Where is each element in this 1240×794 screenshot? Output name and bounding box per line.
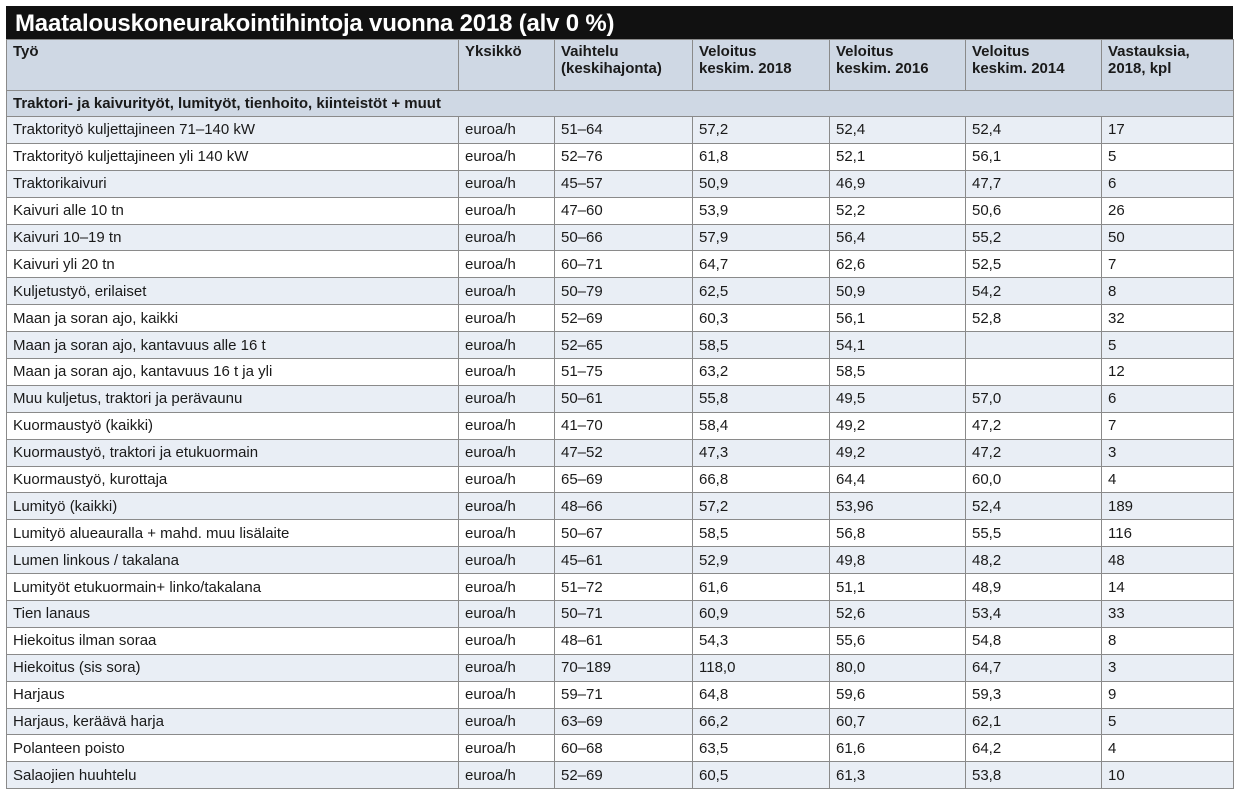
- cell-price-2018: 58,5: [693, 520, 830, 547]
- table-row: [7, 385, 1234, 412]
- table-row: [7, 601, 1234, 628]
- cell-price-2014: 52,5: [966, 251, 1102, 278]
- cell-unit: euroa/h: [459, 170, 555, 197]
- header-price-2014-line1: Veloitus: [972, 43, 1030, 60]
- cell-responses: 4: [1102, 466, 1234, 493]
- table-row: [7, 520, 1234, 547]
- cell-unit: euroa/h: [459, 332, 555, 359]
- cell-responses: 5: [1102, 143, 1234, 170]
- cell-unit: euroa/h: [459, 439, 555, 466]
- cell-responses: 5: [1102, 708, 1234, 735]
- cell-price-2018: 64,8: [693, 681, 830, 708]
- cell-price-2018: 60,5: [693, 762, 830, 789]
- cell-price-2018: 60,3: [693, 305, 830, 332]
- cell-price-2016: 46,9: [830, 170, 966, 197]
- cell-price-2014: 47,7: [966, 170, 1102, 197]
- cell-work: Traktorityö kuljettajineen yli 140 kW: [7, 143, 459, 170]
- cell-price-2016: 62,6: [830, 251, 966, 278]
- cell-price-2018: 50,9: [693, 170, 830, 197]
- cell-price-2016: 80,0: [830, 654, 966, 681]
- cell-price-2014: 48,2: [966, 547, 1102, 574]
- cell-price-2018: 62,5: [693, 278, 830, 305]
- cell-responses: 10: [1102, 762, 1234, 789]
- cell-responses: 9: [1102, 681, 1234, 708]
- cell-unit: euroa/h: [459, 224, 555, 251]
- table-row: [7, 627, 1234, 654]
- cell-work: Polanteen poisto: [7, 735, 459, 762]
- cell-responses: 32: [1102, 305, 1234, 332]
- cell-price-2016: 49,5: [830, 385, 966, 412]
- header-unit-label: Yksikkö: [465, 43, 522, 60]
- cell-price-2016: 52,2: [830, 197, 966, 224]
- cell-price-2016: 50,9: [830, 278, 966, 305]
- table-title: Maatalouskoneurakointihintoja vuonna 2018 (alv 0 %): [6, 6, 1233, 39]
- cell-work: Salaojien huuhtelu: [7, 762, 459, 789]
- cell-work: Hiekoitus (sis sora): [7, 654, 459, 681]
- cell-responses: 17: [1102, 117, 1234, 144]
- header-price-2018: [693, 40, 830, 91]
- cell-work: Traktorikaivuri: [7, 170, 459, 197]
- table-row: [7, 251, 1234, 278]
- cell-price-2014: 47,2: [966, 412, 1102, 439]
- cell-price-2016: 61,6: [830, 735, 966, 762]
- header-unit: [459, 40, 555, 91]
- cell-work: Lumityö alueauralla + mahd. muu lisälaite: [7, 520, 459, 547]
- cell-unit: euroa/h: [459, 305, 555, 332]
- cell-unit: euroa/h: [459, 493, 555, 520]
- cell-price-2016: 49,2: [830, 412, 966, 439]
- cell-work: Lumityöt etukuormain+ linko/takalana: [7, 574, 459, 601]
- cell-price-2016: 52,1: [830, 143, 966, 170]
- cell-unit: euroa/h: [459, 735, 555, 762]
- cell-work: Harjaus, keräävä harja: [7, 708, 459, 735]
- cell-range: 41–70: [555, 412, 693, 439]
- header-price-2016: [830, 40, 966, 91]
- cell-price-2014: 56,1: [966, 143, 1102, 170]
- header-price-2014-line2: keskim. 2014: [972, 60, 1065, 77]
- cell-price-2014: 54,8: [966, 627, 1102, 654]
- cell-price-2018: 61,8: [693, 143, 830, 170]
- table-row: [7, 224, 1234, 251]
- cell-work: Lumen linkous / takalana: [7, 547, 459, 574]
- cell-price-2016: 49,2: [830, 439, 966, 466]
- cell-price-2016: 64,4: [830, 466, 966, 493]
- cell-price-2014: [966, 359, 1102, 386]
- cell-price-2018: 52,9: [693, 547, 830, 574]
- cell-price-2016: 56,1: [830, 305, 966, 332]
- cell-unit: euroa/h: [459, 251, 555, 278]
- cell-unit: euroa/h: [459, 278, 555, 305]
- cell-unit: euroa/h: [459, 762, 555, 789]
- cell-work: Kuljetustyö, erilaiset: [7, 278, 459, 305]
- header-price-2018-line1: Veloitus: [699, 43, 757, 60]
- cell-price-2016: 60,7: [830, 708, 966, 735]
- cell-price-2014: 52,4: [966, 493, 1102, 520]
- cell-price-2014: 55,2: [966, 224, 1102, 251]
- header-price-2018-line2: keskim. 2018: [699, 60, 792, 77]
- cell-price-2018: 55,8: [693, 385, 830, 412]
- table-row: [7, 439, 1234, 466]
- cell-range: 65–69: [555, 466, 693, 493]
- cell-responses: 8: [1102, 627, 1234, 654]
- cell-price-2018: 58,4: [693, 412, 830, 439]
- cell-price-2016: 61,3: [830, 762, 966, 789]
- cell-price-2014: 59,3: [966, 681, 1102, 708]
- cell-responses: 7: [1102, 251, 1234, 278]
- cell-range: 60–71: [555, 251, 693, 278]
- cell-range: 52–65: [555, 332, 693, 359]
- cell-range: 51–72: [555, 574, 693, 601]
- cell-unit: euroa/h: [459, 681, 555, 708]
- cell-price-2014: 55,5: [966, 520, 1102, 547]
- cell-range: 51–64: [555, 117, 693, 144]
- table-row: [7, 305, 1234, 332]
- cell-range: 45–57: [555, 170, 693, 197]
- table-row: [7, 466, 1234, 493]
- cell-range: 48–66: [555, 493, 693, 520]
- cell-range: 52–69: [555, 305, 693, 332]
- header-range-line2: (keskihajonta): [561, 60, 662, 77]
- cell-price-2018: 118,0: [693, 654, 830, 681]
- cell-price-2014: 50,6: [966, 197, 1102, 224]
- cell-price-2014: 52,4: [966, 117, 1102, 144]
- cell-price-2014: 53,4: [966, 601, 1102, 628]
- section-label: Traktori- ja kaivurityöt, lumityöt, tienhoito, kiinteistöt + muut: [7, 91, 1234, 117]
- cell-range: 52–76: [555, 143, 693, 170]
- header-row: [7, 40, 1234, 91]
- cell-work: Lumityö (kaikki): [7, 493, 459, 520]
- cell-work: Kuormaustyö, kurottaja: [7, 466, 459, 493]
- cell-work: Kuormaustyö, traktori ja etukuormain: [7, 439, 459, 466]
- cell-price-2016: 55,6: [830, 627, 966, 654]
- cell-unit: euroa/h: [459, 547, 555, 574]
- cell-work: Kuormaustyö (kaikki): [7, 412, 459, 439]
- cell-price-2014: 64,2: [966, 735, 1102, 762]
- cell-price-2016: 59,6: [830, 681, 966, 708]
- cell-unit: euroa/h: [459, 385, 555, 412]
- price-table-figure: [6, 6, 1233, 789]
- table-row: [7, 412, 1234, 439]
- table-row: [7, 332, 1234, 359]
- cell-price-2014: 64,7: [966, 654, 1102, 681]
- cell-range: 51–75: [555, 359, 693, 386]
- cell-price-2018: 58,5: [693, 332, 830, 359]
- cell-work: Maan ja soran ajo, kantavuus alle 16 t: [7, 332, 459, 359]
- cell-unit: euroa/h: [459, 359, 555, 386]
- cell-price-2018: 66,8: [693, 466, 830, 493]
- cell-responses: 189: [1102, 493, 1234, 520]
- cell-responses: 7: [1102, 412, 1234, 439]
- cell-price-2014: 48,9: [966, 574, 1102, 601]
- cell-range: 50–66: [555, 224, 693, 251]
- cell-price-2016: 56,4: [830, 224, 966, 251]
- table-row: [7, 735, 1234, 762]
- cell-responses: 6: [1102, 385, 1234, 412]
- header-range-line1: Vaihtelu: [561, 43, 619, 60]
- header-responses-line2: 2018, kpl: [1108, 60, 1172, 77]
- table-row: [7, 681, 1234, 708]
- cell-price-2016: 49,8: [830, 547, 966, 574]
- cell-responses: 3: [1102, 439, 1234, 466]
- cell-range: 60–68: [555, 735, 693, 762]
- cell-responses: 116: [1102, 520, 1234, 547]
- cell-unit: euroa/h: [459, 708, 555, 735]
- table-row: [7, 143, 1234, 170]
- cell-responses: 33: [1102, 601, 1234, 628]
- table-row: [7, 278, 1234, 305]
- cell-price-2018: 60,9: [693, 601, 830, 628]
- cell-range: 59–71: [555, 681, 693, 708]
- cell-work: Kaivuri alle 10 tn: [7, 197, 459, 224]
- table-row: [7, 654, 1234, 681]
- cell-price-2018: 61,6: [693, 574, 830, 601]
- cell-price-2018: 53,9: [693, 197, 830, 224]
- table-row: [7, 547, 1234, 574]
- cell-work: Maan ja soran ajo, kantavuus 16 t ja yli: [7, 359, 459, 386]
- cell-unit: euroa/h: [459, 412, 555, 439]
- cell-work: Tien lanaus: [7, 601, 459, 628]
- cell-range: 63–69: [555, 708, 693, 735]
- cell-price-2014: 62,1: [966, 708, 1102, 735]
- cell-price-2014: 47,2: [966, 439, 1102, 466]
- cell-price-2014: 57,0: [966, 385, 1102, 412]
- cell-unit: euroa/h: [459, 601, 555, 628]
- header-price-2016-line2: keskim. 2016: [836, 60, 929, 77]
- cell-responses: 12: [1102, 359, 1234, 386]
- price-table: [6, 39, 1234, 789]
- cell-work: Kaivuri yli 20 tn: [7, 251, 459, 278]
- cell-unit: euroa/h: [459, 466, 555, 493]
- cell-price-2018: 66,2: [693, 708, 830, 735]
- cell-price-2016: 54,1: [830, 332, 966, 359]
- cell-price-2016: 52,4: [830, 117, 966, 144]
- table-row: [7, 493, 1234, 520]
- header-responses-line1: Vastauksia,: [1108, 43, 1190, 60]
- cell-price-2014: 60,0: [966, 466, 1102, 493]
- header-price-2014: [966, 40, 1102, 91]
- header-price-2016-line1: Veloitus: [836, 43, 894, 60]
- cell-range: 45–61: [555, 547, 693, 574]
- table-row: [7, 574, 1234, 601]
- cell-range: 47–52: [555, 439, 693, 466]
- table-row: [7, 762, 1234, 789]
- cell-work: Maan ja soran ajo, kaikki: [7, 305, 459, 332]
- cell-range: 50–79: [555, 278, 693, 305]
- cell-work: Hiekoitus ilman soraa: [7, 627, 459, 654]
- cell-unit: euroa/h: [459, 520, 555, 547]
- cell-responses: 3: [1102, 654, 1234, 681]
- cell-work: Muu kuljetus, traktori ja perävaunu: [7, 385, 459, 412]
- cell-price-2018: 57,2: [693, 117, 830, 144]
- cell-work: Kaivuri 10–19 tn: [7, 224, 459, 251]
- section-row: [7, 91, 1234, 117]
- table-row: [7, 197, 1234, 224]
- cell-responses: 50: [1102, 224, 1234, 251]
- cell-unit: euroa/h: [459, 143, 555, 170]
- cell-unit: euroa/h: [459, 117, 555, 144]
- cell-price-2014: 54,2: [966, 278, 1102, 305]
- cell-unit: euroa/h: [459, 197, 555, 224]
- cell-responses: 8: [1102, 278, 1234, 305]
- table-row: [7, 708, 1234, 735]
- cell-price-2018: 64,7: [693, 251, 830, 278]
- cell-unit: euroa/h: [459, 574, 555, 601]
- table-row: [7, 359, 1234, 386]
- cell-responses: 6: [1102, 170, 1234, 197]
- cell-price-2016: 58,5: [830, 359, 966, 386]
- cell-price-2016: 56,8: [830, 520, 966, 547]
- cell-price-2018: 57,2: [693, 493, 830, 520]
- cell-responses: 48: [1102, 547, 1234, 574]
- cell-price-2018: 63,2: [693, 359, 830, 386]
- cell-range: 48–61: [555, 627, 693, 654]
- cell-work: Traktorityö kuljettajineen 71–140 kW: [7, 117, 459, 144]
- cell-unit: euroa/h: [459, 654, 555, 681]
- cell-price-2016: 51,1: [830, 574, 966, 601]
- header-work: [7, 40, 459, 91]
- cell-responses: 5: [1102, 332, 1234, 359]
- cell-responses: 4: [1102, 735, 1234, 762]
- cell-range: 50–61: [555, 385, 693, 412]
- cell-price-2018: 54,3: [693, 627, 830, 654]
- cell-price-2016: 52,6: [830, 601, 966, 628]
- cell-range: 70–189: [555, 654, 693, 681]
- cell-price-2018: 57,9: [693, 224, 830, 251]
- cell-range: 50–71: [555, 601, 693, 628]
- cell-price-2018: 63,5: [693, 735, 830, 762]
- cell-responses: 14: [1102, 574, 1234, 601]
- table-row: [7, 117, 1234, 144]
- cell-range: 52–69: [555, 762, 693, 789]
- cell-price-2014: 52,8: [966, 305, 1102, 332]
- table-row: [7, 170, 1234, 197]
- cell-price-2018: 47,3: [693, 439, 830, 466]
- header-work-label: Työ: [13, 43, 39, 60]
- cell-work: Harjaus: [7, 681, 459, 708]
- cell-price-2016: 53,96: [830, 493, 966, 520]
- header-range: [555, 40, 693, 91]
- cell-range: 50–67: [555, 520, 693, 547]
- cell-range: 47–60: [555, 197, 693, 224]
- cell-unit: euroa/h: [459, 627, 555, 654]
- header-responses: [1102, 40, 1234, 91]
- cell-price-2014: 53,8: [966, 762, 1102, 789]
- cell-responses: 26: [1102, 197, 1234, 224]
- cell-price-2014: [966, 332, 1102, 359]
